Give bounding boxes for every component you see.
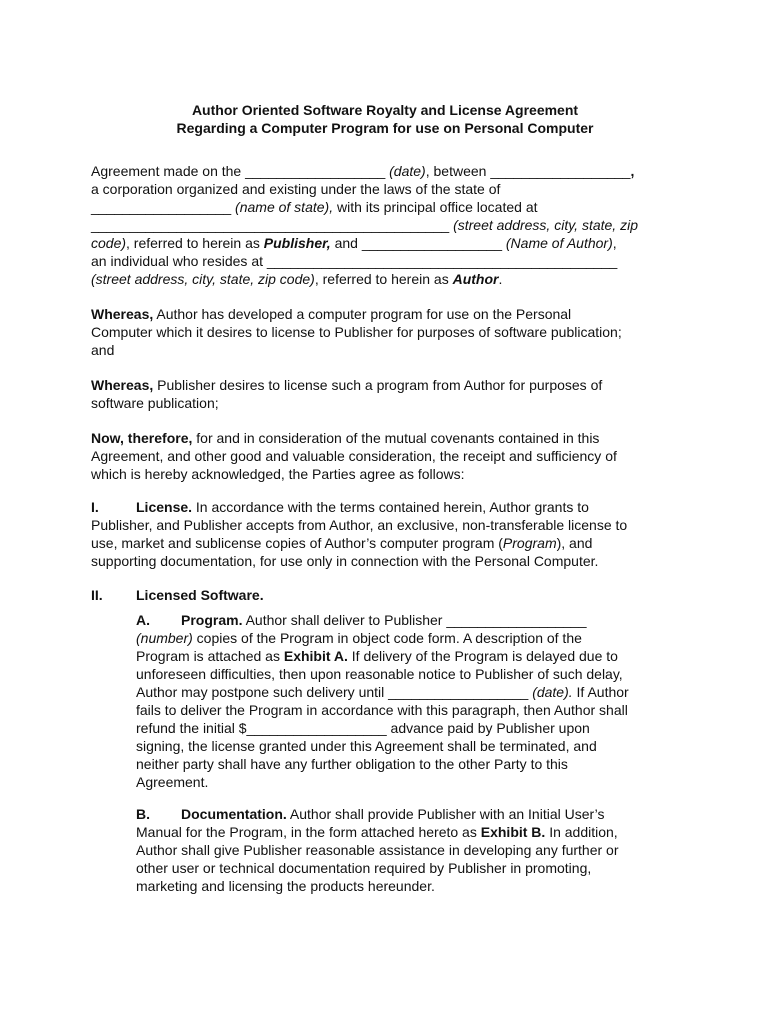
- intro-text: , referred to herein as: [314, 271, 453, 287]
- paragraph-text: Author shall give Publisher reasonable assistance in developing any further or: [136, 842, 619, 858]
- paragraph-text: copies of the Program in object code form. A description of the: [192, 630, 582, 646]
- date-placeholder: (date).: [532, 684, 573, 700]
- paragraph-text: ), and: [556, 535, 593, 551]
- title-line-1: Author Oriented Software Royalty and License Agreement: [191, 102, 579, 118]
- paragraph-text: for and in consideration of the mutual covenants contained in this: [192, 430, 600, 446]
- address-placeholder: (street address, city, state, zip code): [91, 271, 315, 287]
- paragraph-text: neither party shall have any further obligation to the other Party to this: [136, 756, 568, 772]
- document-title: [0, 101, 770, 137]
- paragraph-text: Agreement.: [136, 774, 209, 790]
- intro-text: with its principal office located at: [333, 199, 538, 215]
- section-number: II.: [91, 587, 103, 603]
- paragraph-text: use, market and sublicense copies of Author’s computer program (: [91, 535, 503, 551]
- section-1-license: [91, 498, 691, 570]
- state-placeholder: (name of state),: [235, 199, 334, 215]
- paragraph-text: If delivery of the Program is delayed due to: [347, 648, 618, 664]
- paragraph-text: Author shall provide Publisher with an Initial User’s: [286, 806, 605, 822]
- title-line-2: Regarding a Computer Program for use on Personal Computer: [176, 120, 594, 136]
- intro-paragraph: [91, 162, 691, 288]
- paragraph-text: Author has developed a computer program for use on the Personal: [153, 306, 572, 322]
- intro-text: __________________: [91, 199, 236, 215]
- intro-text: a corporation organized and existing under the laws of the state of: [91, 181, 501, 197]
- now-therefore-paragraph: [91, 429, 691, 483]
- intro-text: an individual who resides at _____________________________________________: [91, 253, 618, 269]
- section-heading: Licensed Software.: [136, 587, 264, 603]
- address-placeholder: (street address, city, state, zip: [453, 217, 638, 233]
- paragraph-text: Program is attached as: [136, 648, 284, 664]
- subsection-a-program: [136, 611, 696, 791]
- paragraph-text: supporting documentation, for use only in connection with the Personal Computer.: [91, 553, 599, 569]
- publisher-term: Publisher,: [263, 235, 331, 251]
- paragraph-text: In accordance with the terms contained herein, Author grants to: [192, 499, 589, 515]
- intro-text: Agreement made on the __________________: [91, 163, 390, 179]
- subsection-label: A.: [136, 612, 150, 628]
- paragraph-text: fails to deliver the Program in accordance with this paragraph, then Author shall: [136, 702, 628, 718]
- author-name-placeholder: (Name of Author): [505, 235, 613, 251]
- intro-text: , referred to herein as: [126, 235, 264, 251]
- exhibit-a-reference: Exhibit A.: [283, 648, 348, 664]
- paragraph-text: which is hereby acknowledged, the Parties agree as follows:: [91, 466, 465, 482]
- intro-text: ______________________________________________: [91, 217, 454, 233]
- paragraph-text: Author shall deliver to Publisher __________________: [242, 612, 587, 628]
- date-placeholder: (date): [389, 163, 426, 179]
- intro-text: ,: [612, 235, 617, 251]
- subsection-label: B.: [136, 806, 150, 822]
- paragraph-text: If Author: [572, 684, 629, 700]
- paragraph-text: software publication;: [91, 395, 219, 411]
- whereas-paragraph-1: [91, 305, 691, 359]
- paragraph-text: Manual for the Program, in the form attached hereto as: [136, 824, 481, 840]
- section-heading: License.: [136, 499, 193, 515]
- paragraph-text: Author may postpone such delivery until __________________: [136, 684, 533, 700]
- paragraph-text: refund the initial $__________________ advance paid by Publisher upon: [136, 720, 590, 736]
- subsection-heading: Documentation.: [181, 806, 287, 822]
- address-placeholder: code): [91, 235, 127, 251]
- section-2-heading: [91, 586, 264, 604]
- intro-text: and __________________: [330, 235, 506, 251]
- paragraph-text: Agreement, and other good and valuable consideration, the receipt and sufficiency of: [91, 448, 617, 464]
- intro-text: .: [498, 271, 503, 287]
- paragraph-text: signing, the license granted under this Agreement shall be terminated, and: [136, 738, 597, 754]
- paragraph-text: and: [91, 342, 115, 358]
- intro-text: ,: [630, 163, 635, 179]
- subsection-heading: Program.: [181, 612, 243, 628]
- paragraph-text: other user or technical documentation required by Publisher in promoting,: [136, 860, 592, 876]
- paragraph-text: marketing and licensing the products hereunder.: [136, 878, 435, 894]
- paragraph-text: Computer which it desires to license to Publisher for purposes of software publication;: [91, 324, 622, 340]
- whereas-paragraph-2: [91, 376, 691, 412]
- intro-text: , between __________________: [425, 163, 631, 179]
- subsection-b-documentation: [136, 805, 696, 895]
- program-term: Program: [502, 535, 557, 551]
- now-therefore-label: Now, therefore,: [91, 430, 193, 446]
- paragraph-text: unforeseen difficulties, then upon reasonable notice to Publisher of such delay,: [136, 666, 623, 682]
- whereas-label: Whereas,: [91, 377, 154, 393]
- whereas-label: Whereas,: [91, 306, 154, 322]
- paragraph-text: In addition,: [545, 824, 618, 840]
- paragraph-text: Publisher, and Publisher accepts from Author, an exclusive, non-transferable license to: [91, 517, 628, 533]
- paragraph-text: Publisher desires to license such a program from Author for purposes of: [153, 377, 603, 393]
- exhibit-b-reference: Exhibit B.: [480, 824, 546, 840]
- section-number: I.: [91, 499, 99, 515]
- author-term: Author: [452, 271, 499, 287]
- number-placeholder: (number): [136, 630, 193, 646]
